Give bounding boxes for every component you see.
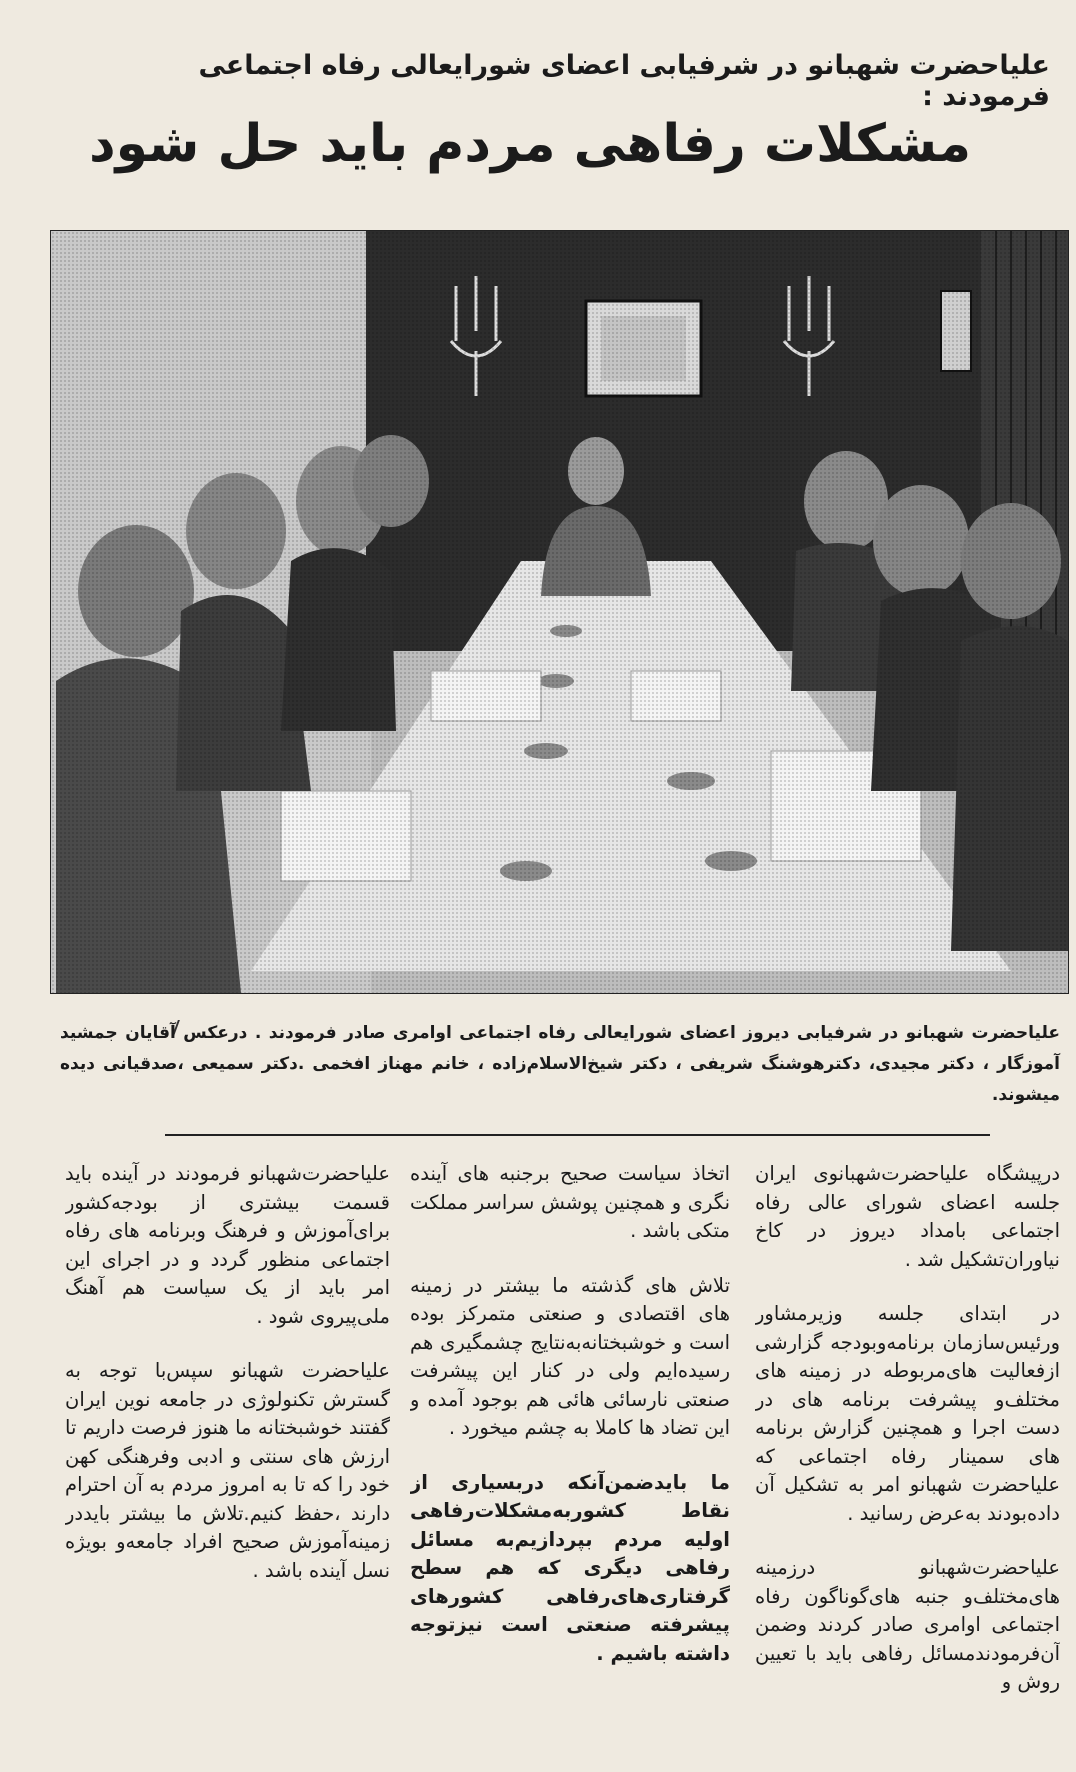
news-photo — [50, 230, 1069, 994]
column-middle — [410, 1160, 730, 1772]
photo-caption: علیاحضرت شهبانو در شرفیابی دیروز اعضای شورایعالی رفاه اجتماعی اوامری صادر فرمودند . درعکس آقایان جمشید آموزگار ، دکتر مجیدی، دکترهوشنگ شریفی ، دکتر شیخ‌الاسلام‌زاده ، خانم مهناز افخمی .دکتر سمیعی ،صدقیانی دیده میشوند. — [60, 1023, 1060, 1105]
paragraph: اتخاذ سیاست صحیح برجنبه های آینده نگری و همچنین پوشش سراسر مملکت متکی باشد . — [410, 1162, 730, 1242]
paragraph: تلاش های گذشته ما بیشتر در زمینه های اقتصادی و صنعتی متمرکز بوده است و خوشبختانه‌به‌نتایج چشمگیری هم رسیده‌ایم ولی در کنار این پیشرفت صنعتی نارسائی هائی هم بوجود آمده و این تضاد ها کاملا به چشم میخورد . — [410, 1273, 730, 1439]
paragraph: علیاحضرت شهبانو سپس‌با توجه به گسترش تکنولوژی در جامعه نوین ایران گفتند خوشبختانه ما هنوز فرصت داریم تا ارزش های سنتی و ادبی وفرهنگی کهن خود را که تا به امروز مردم به آن احترام دارند ،حفظ کنیم.تلاش ما بیشتر بایددر زمینه‌آموزش صحیح افراد جامعه‌و بویژه نسل آینده باشد . — [65, 1359, 390, 1582]
paragraph-bold: ما بایدضمن‌آنکه دربسیاری از نقاط کشوربه‌مشکلات‌رفاهی اولیه مردم بپردازیم‌به مسائل رفاهی دیگری که هم سطح گرفتاری‌های‌رفاهی کشورهای پیشرفته صنعتی است نیزتوجه داشته باشیم . — [410, 1470, 730, 1665]
paragraph: در ابتدای جلسه وزیرمشاور ورئیس‌سازمان برنامه‌وبودجه گزارشی ازفعالیت های‌مربوطه در زمینه های مختلف‌و پیشرفت برنامه های در دست اجرا و همچنین گزارش برنامه های سمینار رفاه اجتماعی که علیاحضرت شهبانو امر به تشکیل آن داده‌بودند به‌عرض رسانید . — [755, 1302, 1060, 1525]
paragraph: درپیشگاه علیاحضرت‌شهبانوی ایران جلسه اعضای شورای عالی رفاه اجتماعی بامداد دیروز در کاخ نیاوران‌تشکیل شد . — [755, 1162, 1060, 1271]
column-right — [755, 1160, 1060, 1772]
paragraph: علیاحضرت‌شهبانو فرمودند در آینده باید قسمت بیشتری از بودجه‌کشور برای‌آموزش و فرهنگ وبرنامه های رفاه اجتماعی منظور گردد و در اجرای این امر باید از یک سیاست هم آهنگ ملی‌پیروی شود . — [65, 1162, 390, 1328]
article-headline: مشکلات رفاهی مردم باید حل شود — [88, 114, 972, 174]
article-kicker: علیاحضرت شهبانو در شرفیابی اعضای شورایعالی رفاه اجتماعی فرمودند : — [198, 50, 1050, 112]
column-left — [65, 1160, 390, 1772]
paragraph: علیاحضرت‌شهبانو درزمینه های‌مختلف‌و جنبه های‌گوناگون رفاه اجتماعی اوامری صادر کردند وضمن آن‌فرمودندمسائل رفاهی باید با تعیین روش و — [755, 1556, 1060, 1693]
section-divider — [165, 1134, 990, 1136]
